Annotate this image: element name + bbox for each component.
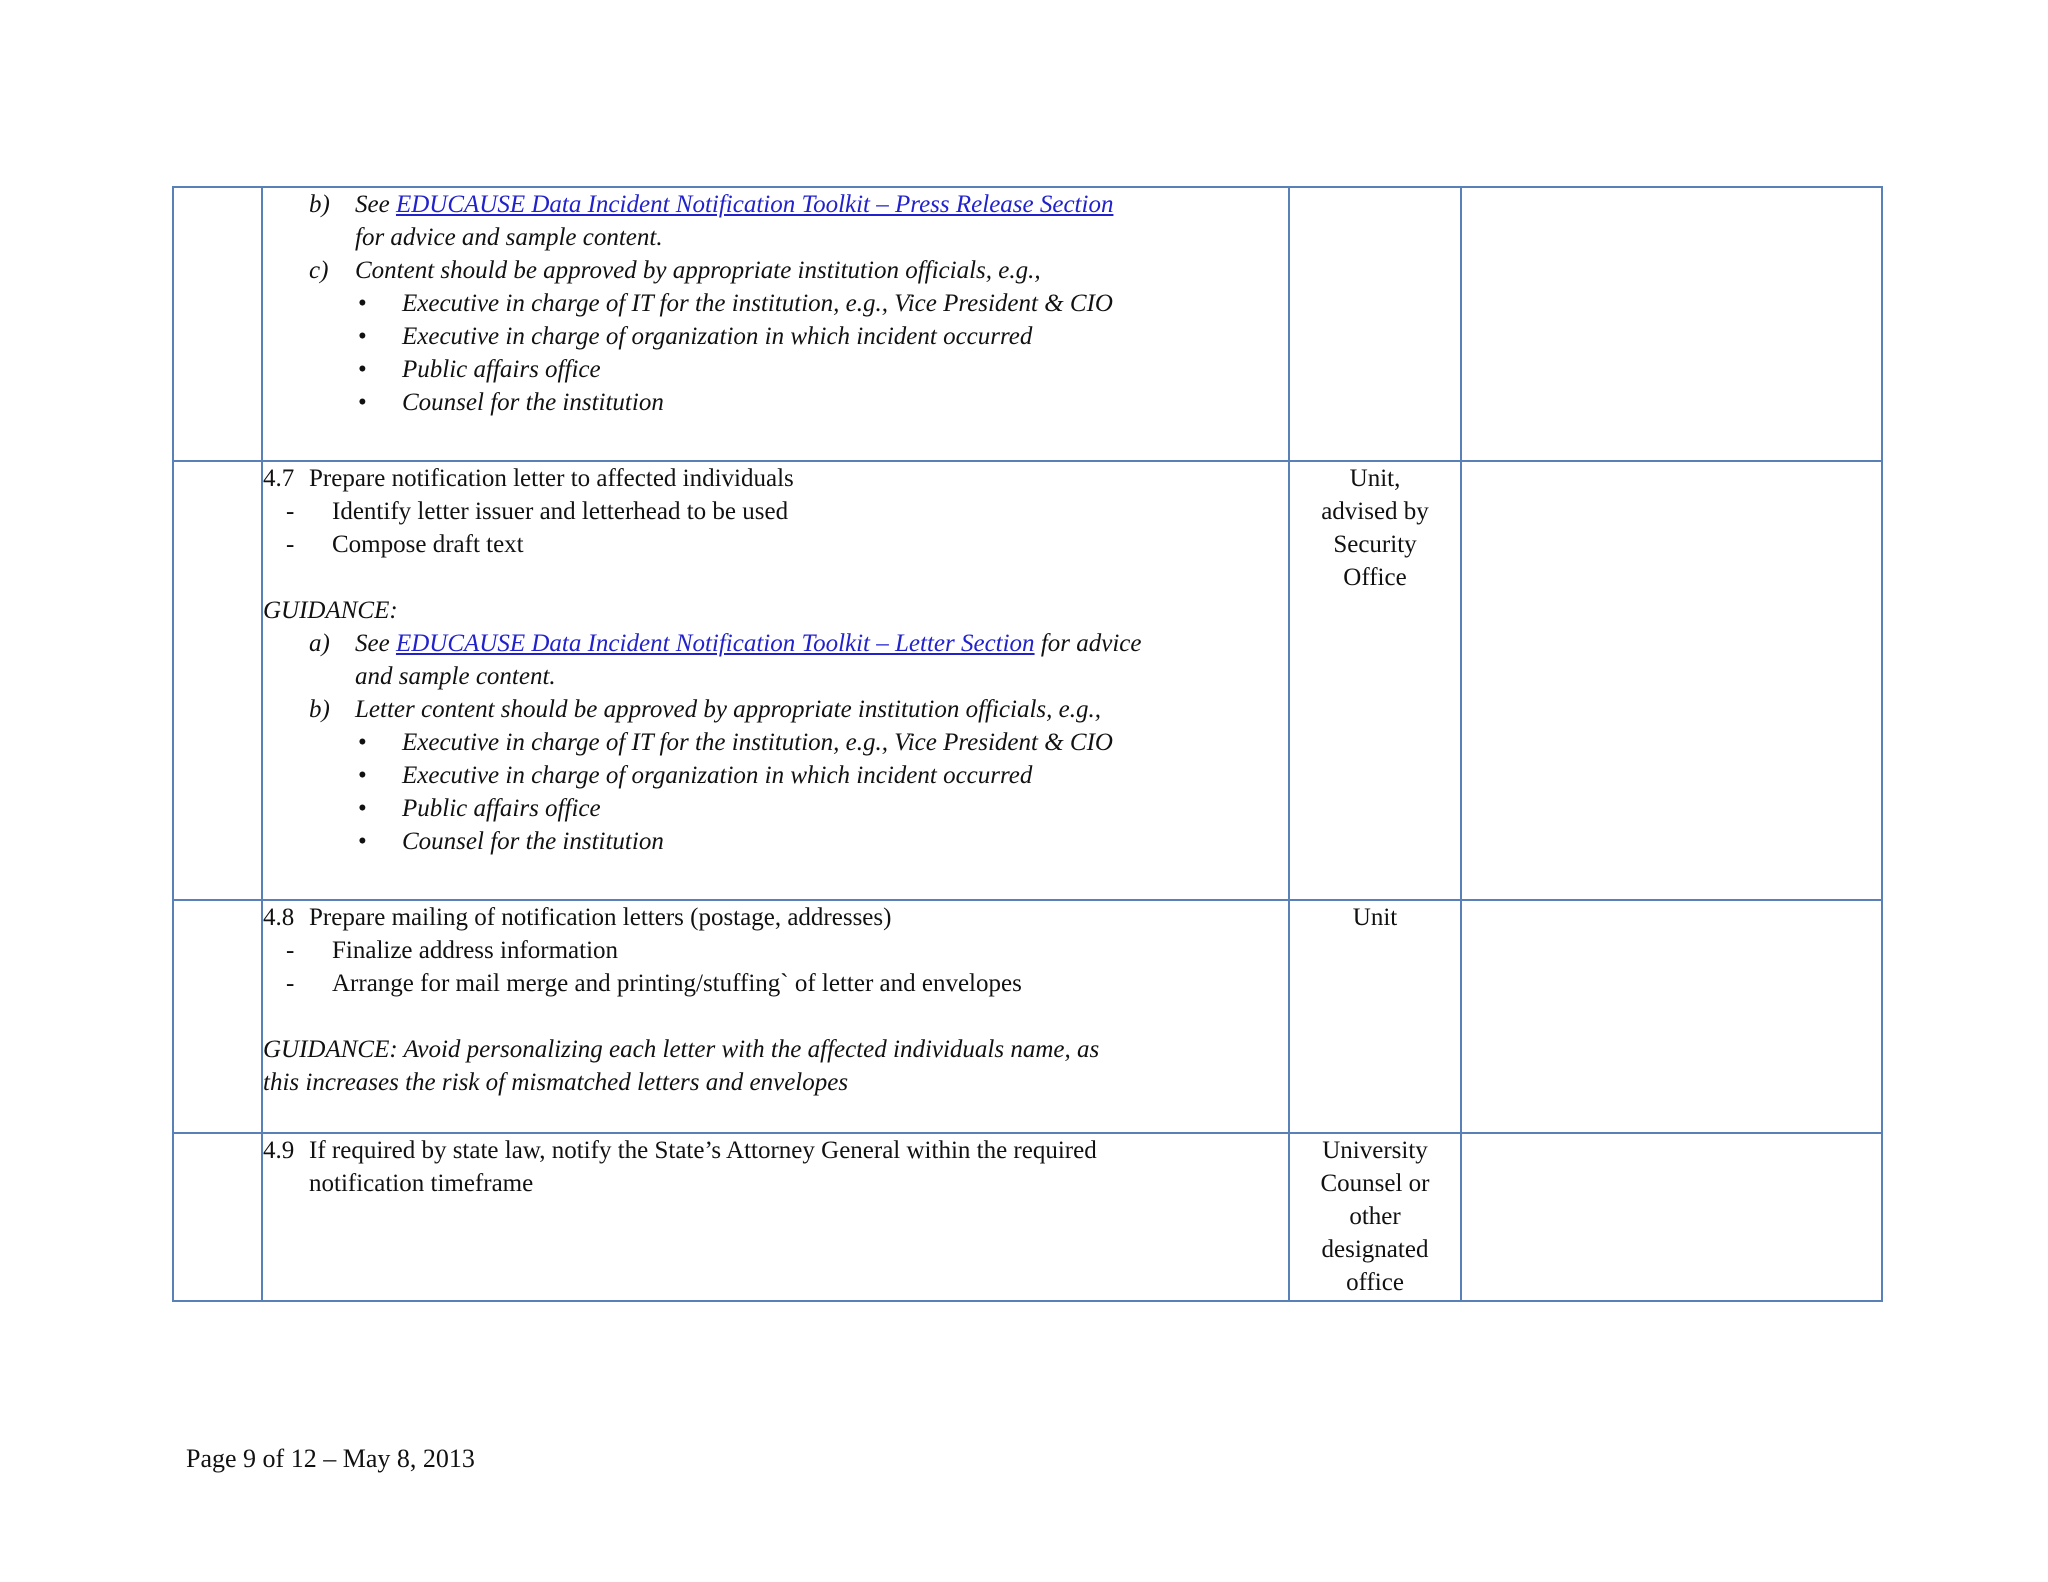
bullet-icon: • — [358, 323, 367, 350]
list-item: • Public affairs office — [263, 792, 1288, 825]
step-number-cell — [173, 900, 262, 1133]
list-item: - Compose draft text — [286, 531, 524, 558]
list-item: • Counsel for the institution — [263, 386, 1288, 419]
notes-cell — [1461, 900, 1882, 1133]
list-item: • Counsel for the institution — [263, 825, 1288, 858]
responsible-cell: University Counsel or other designated office — [1289, 1133, 1461, 1301]
table-row-4-8 — [173, 900, 1882, 1133]
list-item: - Finalize address information — [286, 937, 619, 964]
press-release-toolkit-link[interactable]: EDUCAUSE Data Incident Notification Toolkit – Press Release Section — [395, 191, 1114, 218]
list-item: • Executive in charge of organization in which incident occurred — [263, 759, 1288, 792]
guidance-label: GUIDANCE: — [263, 597, 398, 624]
guidance-item-a: a) See EDUCAUSE Data Incident Notification Toolkit – Letter Section for advice — [309, 630, 1142, 657]
task-cell: b) See EDUCAUSE Data Incident Notification Toolkit – Press Release Section for advice and sample content. c) Content should be approved by appropriate institution officials, e.g., • Executive in charge of IT for the institution, e.g., Vice President & CIO • Executive in charge of organization in which incident occurred • Public affairs office • Counsel for the institution — [262, 187, 1289, 461]
list-item: - Identify letter issuer and letterhead to be used — [286, 498, 789, 525]
responsible-cell: Unit, advised by Security Office — [1289, 461, 1461, 900]
table-row-4-9 — [173, 1133, 1882, 1301]
page-footer: Page 9 of 12 – May 8, 2013 — [186, 1444, 475, 1473]
notes-cell — [1461, 187, 1882, 461]
task-cell: 4.7 Prepare notification letter to affected individuals - Identify letter issuer and letterhead to be used - Compose draft text GUIDANCE: a) See EDUCAUSE Data Incident Notification Toolkit – Letter Section for advice and sample content. b) Letter content should be approved by appropriate institution officials, e.g., • Executive in charge of IT for the institution, e.g., Vice President & CIO • Executive in charge of organization in which incident occurred • Public affairs office • Counsel for the institution — [262, 461, 1289, 900]
bullet-icon: • — [358, 795, 367, 822]
guidance-item-b: b) See EDUCAUSE Data Incident Notification Toolkit – Press Release Section — [309, 191, 1114, 218]
step-number-cell — [173, 461, 262, 900]
guidance-text: GUIDANCE: Avoid personalizing each letter with the affected individuals name, as — [263, 1036, 1100, 1063]
bullet-icon: • — [358, 356, 367, 383]
list-item: • Executive in charge of IT for the institution, e.g., Vice President & CIO — [263, 287, 1288, 320]
guidance-item-c: c) Content should be approved by appropriate institution officials, e.g., — [309, 257, 1041, 284]
list-item: - Arrange for mail merge and printing/stuffing` of letter and envelopes — [286, 970, 1022, 997]
task-title: 4.7 Prepare notification letter to affected individuals — [263, 465, 794, 492]
task-title: 4.8 Prepare mailing of notification letters (postage, addresses) — [263, 904, 892, 931]
letter-toolkit-link[interactable]: EDUCAUSE Data Incident Notification Toolkit – Letter Section — [395, 630, 1035, 657]
step-number-cell — [173, 187, 262, 461]
task-cell: 4.9 If required by state law, notify the State’s Attorney General within the required notification timeframe — [262, 1133, 1289, 1301]
bullet-icon: • — [358, 290, 367, 317]
responsible-cell — [1289, 187, 1461, 461]
bullet-icon: • — [358, 729, 367, 756]
incident-response-table — [172, 186, 1883, 1302]
list-item: • Executive in charge of organization in which incident occurred — [263, 320, 1288, 353]
list-item: • Executive in charge of IT for the institution, e.g., Vice President & CIO — [263, 726, 1288, 759]
list-item: • Public affairs office — [263, 353, 1288, 386]
bullet-icon: • — [358, 762, 367, 789]
bullet-icon: • — [358, 828, 367, 855]
guidance-item-b: b) Letter content should be approved by appropriate institution officials, e.g., — [309, 696, 1101, 723]
notes-cell — [1461, 461, 1882, 900]
step-number-cell — [173, 1133, 262, 1301]
bullet-icon: • — [358, 389, 367, 416]
task-title: 4.9 If required by state law, notify the State’s Attorney General within the required — [263, 1137, 1097, 1164]
table-row-4-7 — [173, 461, 1882, 900]
responsible-cell: Unit — [1289, 900, 1461, 1133]
task-cell: 4.8 Prepare mailing of notification letters (postage, addresses) - Finalize address information - Arrange for mail merge and printing/stuffing` of letter and envelopes GUIDANCE: Avoid personalizing each letter with the affected individuals name, as this increases the risk of mismatched letters and envelopes — [262, 900, 1289, 1133]
notes-cell — [1461, 1133, 1882, 1301]
table-row-continued — [173, 187, 1882, 461]
